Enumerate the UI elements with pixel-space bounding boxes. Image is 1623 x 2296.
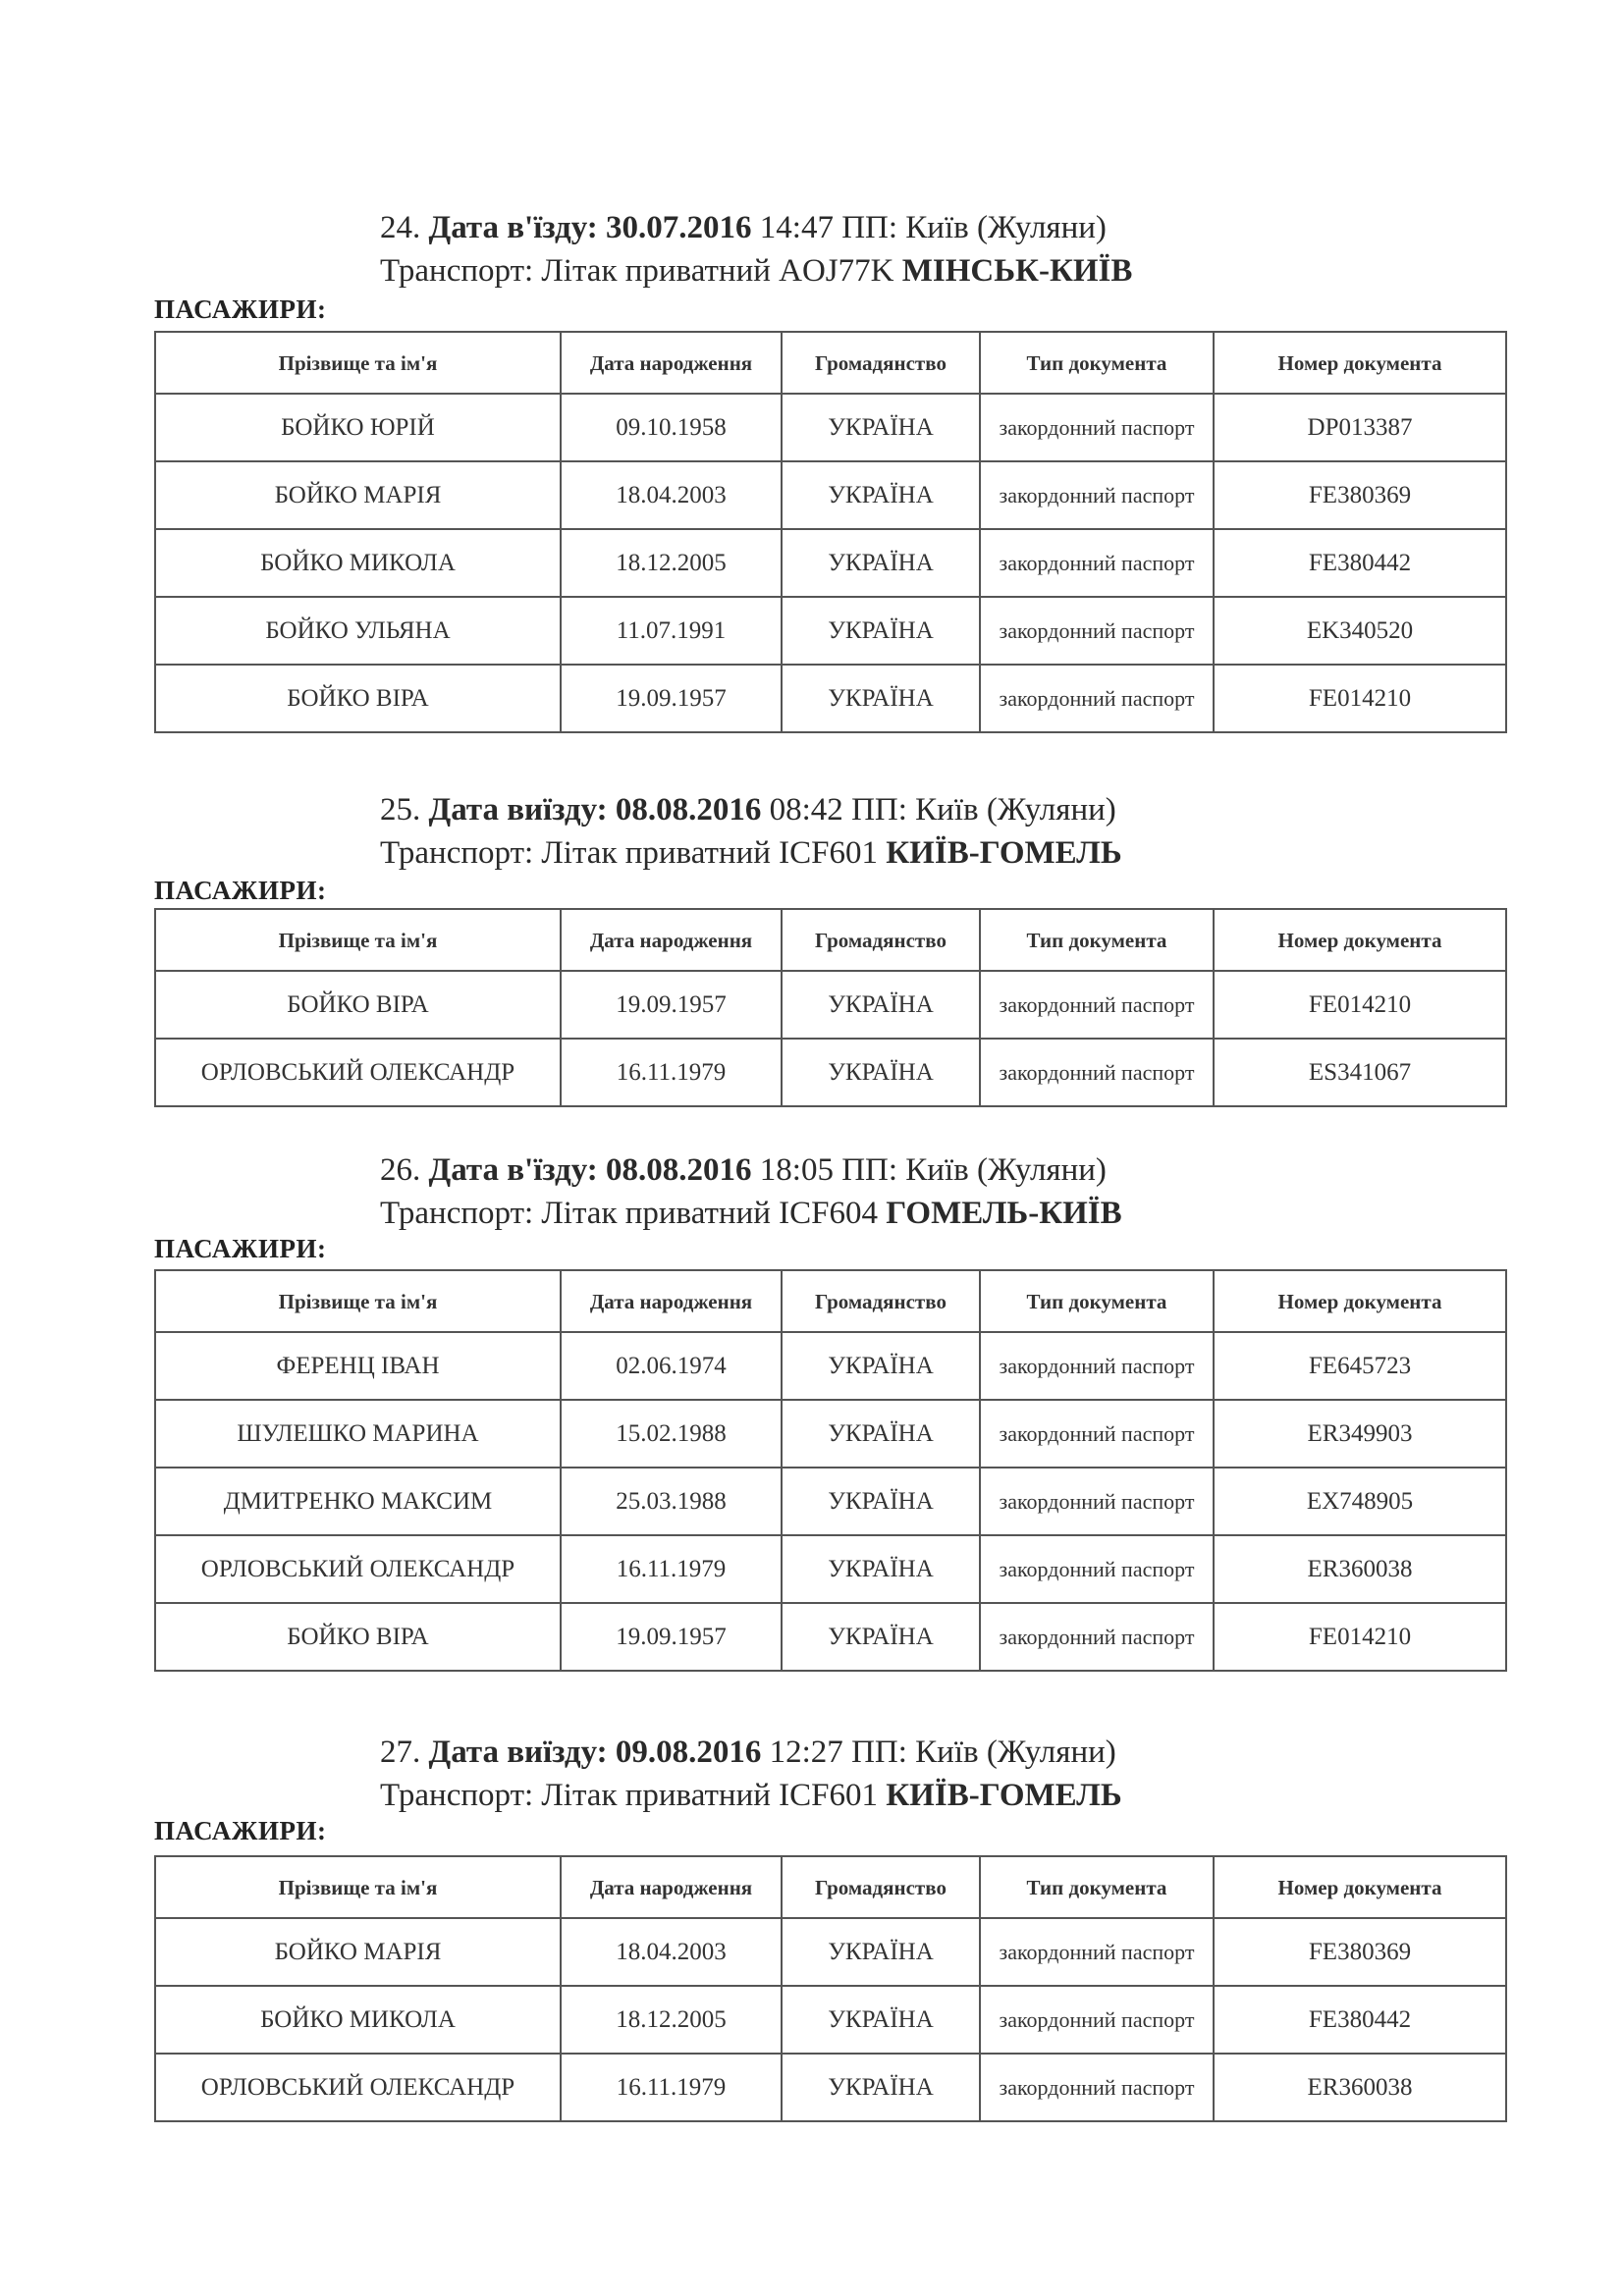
passenger-name: ШУЛЕШКО МАРИНА [155,1400,561,1468]
column-header: Дата народження [561,1856,782,1918]
document-type: закордонний паспорт [980,1918,1214,1986]
passenger-name: БОЙКО ВІРА [155,665,561,732]
document-type: закордонний паспорт [980,1332,1214,1400]
table-row [155,1468,1506,1535]
date-label: Дата виїзду: [428,792,608,828]
birth-date: 09.10.1958 [561,394,782,461]
column-header: Тип документа [980,909,1214,971]
document-number: FE645723 [1214,1332,1506,1400]
birth-date: 11.07.1991 [561,597,782,665]
passenger-name: БОЙКО МИКОЛА [155,529,561,597]
document-type: закордонний паспорт [980,2054,1214,2121]
document-type: закордонний паспорт [980,597,1214,665]
document-number: FE380369 [1214,1918,1506,1986]
birth-date: 19.09.1957 [561,665,782,732]
column-header: Громадянство [782,909,980,971]
passengers-table [154,331,1507,733]
passengers-label: ПАСАЖИРИ: [154,1234,327,1263]
passengers-label: ПАСАЖИРИ: [154,876,327,905]
column-header: Громадянство [782,1856,980,1918]
passenger-name: БОЙКО МАРІЯ [155,1918,561,1986]
route: КИЇВ-ГОМЕЛЬ [886,835,1122,871]
table-row [155,1039,1506,1106]
column-header: Тип документа [980,1270,1214,1332]
column-header: Прізвище та ім'я [155,1270,561,1332]
date-label: Дата в'їзду: [428,210,598,245]
entry-number: 24. [380,210,421,245]
table-row [155,529,1506,597]
column-header: Номер документа [1214,332,1506,394]
passenger-name: ОРЛОВСЬКИЙ ОЛЕКСАНДР [155,2054,561,2121]
checkpoint: ПП: Київ (Жуляни) [851,1735,1116,1770]
birth-date: 25.03.1988 [561,1468,782,1535]
table-row [155,597,1506,665]
table-row [155,1535,1506,1603]
document-number: ES341067 [1214,1039,1506,1106]
passengers-table [154,1855,1507,2122]
transport-line [380,833,1122,873]
citizenship: УКРАЇНА [782,1332,980,1400]
transport-line [380,1194,1122,1233]
column-header: Прізвище та ім'я [155,332,561,394]
route: ГОМЕЛЬ-КИЇВ [886,1196,1122,1231]
entry-header-line [380,208,1107,247]
document-number: FE014210 [1214,971,1506,1039]
table-row [155,1986,1506,2054]
document-type: закордонний паспорт [980,394,1214,461]
table-header-row [155,332,1506,394]
birth-date: 16.11.1979 [561,1535,782,1603]
document-type: закордонний паспорт [980,1986,1214,2054]
passenger-name: БОЙКО МИКОЛА [155,1986,561,2054]
table-row [155,1400,1506,1468]
entry-time: 12:27 [769,1735,843,1770]
entry-number: 27. [380,1735,421,1770]
birth-date: 16.11.1979 [561,2054,782,2121]
column-header: Тип документа [980,332,1214,394]
table-header-row [155,1270,1506,1332]
document-type: закордонний паспорт [980,461,1214,529]
document-type: закордонний паспорт [980,665,1214,732]
table-row [155,665,1506,732]
column-header: Номер документа [1214,1270,1506,1332]
column-header: Прізвище та ім'я [155,1856,561,1918]
passenger-name: ДМИТРЕНКО МАКСИМ [155,1468,561,1535]
citizenship: УКРАЇНА [782,597,980,665]
entry-number: 26. [380,1152,421,1188]
column-header: Прізвище та ім'я [155,909,561,971]
document-type: закордонний паспорт [980,1603,1214,1671]
document-number: FE014210 [1214,1603,1506,1671]
document-number: ER360038 [1214,2054,1506,2121]
column-header: Дата народження [561,1270,782,1332]
citizenship: УКРАЇНА [782,461,980,529]
table-header-row [155,1856,1506,1918]
passengers-label: ПАСАЖИРИ: [154,294,327,324]
document-number: FE014210 [1214,665,1506,732]
citizenship: УКРАЇНА [782,1986,980,2054]
column-header: Номер документа [1214,909,1506,971]
entry-time: 18:05 [759,1152,834,1188]
document-type: закордонний паспорт [980,1468,1214,1535]
citizenship: УКРАЇНА [782,2054,980,2121]
document-type: закордонний паспорт [980,1400,1214,1468]
transport: Транспорт: Літак приватний ICF601 [380,1778,878,1813]
transport-line [380,1776,1122,1815]
date-label: Дата в'їзду: [428,1152,598,1188]
table-row [155,2054,1506,2121]
entry-number: 25. [380,792,421,828]
entry-header-line [380,1150,1107,1190]
entry-date: 30.07.2016 [606,210,752,245]
citizenship: УКРАЇНА [782,529,980,597]
passenger-name: БОЙКО УЛЬЯНА [155,597,561,665]
table-row [155,1332,1506,1400]
entry-date: 09.08.2016 [615,1735,762,1770]
birth-date: 15.02.1988 [561,1400,782,1468]
transport: Транспорт: Літак приватний ICF604 [380,1196,878,1231]
passenger-name: БОЙКО ЮРІЙ [155,394,561,461]
passenger-name: БОЙКО ВІРА [155,1603,561,1671]
table-row [155,971,1506,1039]
column-header: Громадянство [782,1270,980,1332]
passenger-name: БОЙКО МАРІЯ [155,461,561,529]
document-type: закордонний паспорт [980,1039,1214,1106]
checkpoint: ПП: Київ (Жуляни) [841,210,1107,245]
transport: Транспорт: Літак приватний ICF601 [380,835,878,871]
route: МІНСЬК-КИЇВ [901,253,1133,289]
passengers-table [154,1269,1507,1672]
date-label: Дата виїзду: [428,1735,608,1770]
table-row [155,1918,1506,1986]
transport-line [380,251,1132,291]
birth-date: 19.09.1957 [561,1603,782,1671]
document-number: ER349903 [1214,1400,1506,1468]
citizenship: УКРАЇНА [782,1400,980,1468]
table-row [155,394,1506,461]
entry-time: 14:47 [759,210,834,245]
passenger-name: ФЕРЕНЦ ІВАН [155,1332,561,1400]
passengers-table [154,908,1507,1107]
birth-date: 18.04.2003 [561,1918,782,1986]
table-header-row [155,909,1506,971]
document-type: закордонний паспорт [980,971,1214,1039]
route: КИЇВ-ГОМЕЛЬ [886,1778,1122,1813]
entry-date: 08.08.2016 [606,1152,752,1188]
birth-date: 18.12.2005 [561,529,782,597]
citizenship: УКРАЇНА [782,971,980,1039]
passenger-name: ОРЛОВСЬКИЙ ОЛЕКСАНДР [155,1039,561,1106]
document-number: EX748905 [1214,1468,1506,1535]
citizenship: УКРАЇНА [782,1603,980,1671]
entry-header-line [380,1733,1116,1772]
passenger-name: БОЙКО ВІРА [155,971,561,1039]
entry-header-line [380,790,1116,829]
citizenship: УКРАЇНА [782,1468,980,1535]
column-header: Дата народження [561,909,782,971]
column-header: Громадянство [782,332,980,394]
birth-date: 02.06.1974 [561,1332,782,1400]
entry-time: 08:42 [769,792,843,828]
passengers-label: ПАСАЖИРИ: [154,1816,327,1845]
citizenship: УКРАЇНА [782,394,980,461]
column-header: Тип документа [980,1856,1214,1918]
passenger-name: ОРЛОВСЬКИЙ ОЛЕКСАНДР [155,1535,561,1603]
column-header: Номер документа [1214,1856,1506,1918]
document-number: DP013387 [1214,394,1506,461]
birth-date: 16.11.1979 [561,1039,782,1106]
citizenship: УКРАЇНА [782,665,980,732]
checkpoint: ПП: Київ (Жуляни) [851,792,1116,828]
table-row [155,1603,1506,1671]
birth-date: 18.04.2003 [561,461,782,529]
document-type: закордонний паспорт [980,529,1214,597]
document-type: закордонний паспорт [980,1535,1214,1603]
citizenship: УКРАЇНА [782,1535,980,1603]
column-header: Дата народження [561,332,782,394]
transport: Транспорт: Літак приватний AOJ77K [380,253,894,289]
table-row [155,461,1506,529]
checkpoint: ПП: Київ (Жуляни) [841,1152,1107,1188]
birth-date: 19.09.1957 [561,971,782,1039]
document-number: ER360038 [1214,1535,1506,1603]
document-number: FE380442 [1214,1986,1506,2054]
citizenship: УКРАЇНА [782,1918,980,1986]
document-number: FE380442 [1214,529,1506,597]
entry-date: 08.08.2016 [615,792,762,828]
document-number: EK340520 [1214,597,1506,665]
document-number: FE380369 [1214,461,1506,529]
birth-date: 18.12.2005 [561,1986,782,2054]
citizenship: УКРАЇНА [782,1039,980,1106]
